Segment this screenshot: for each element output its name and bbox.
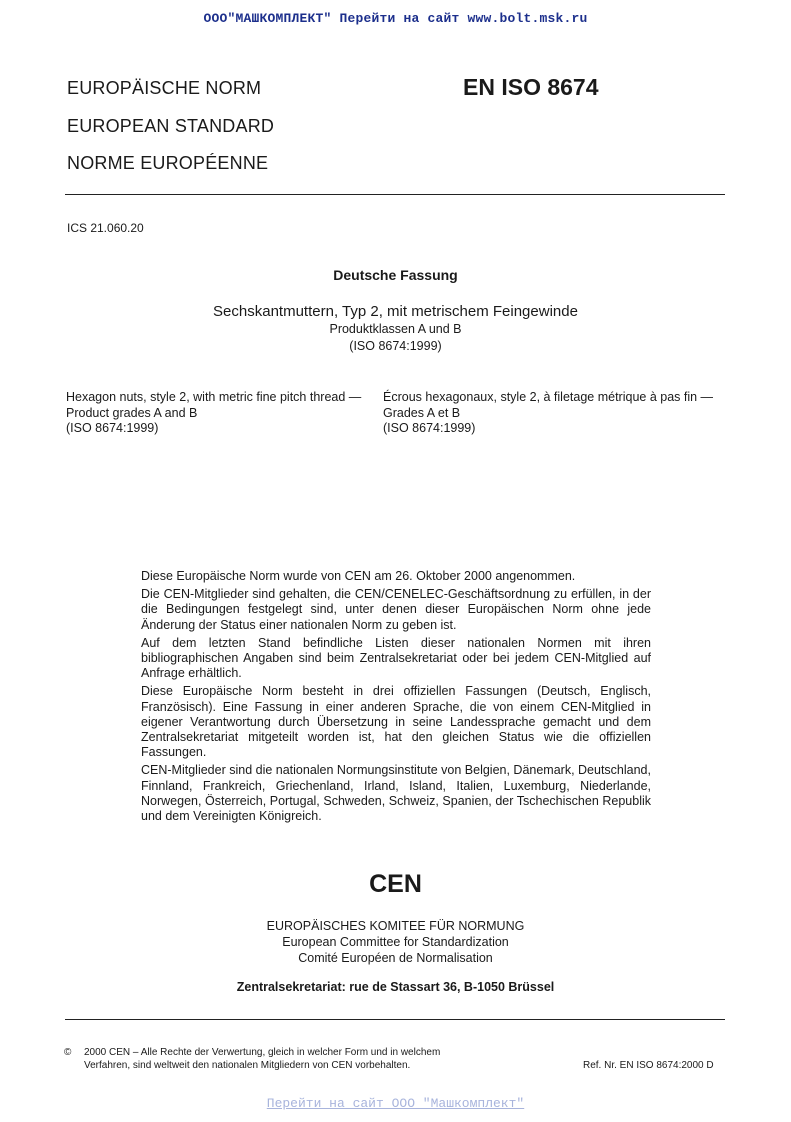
copyright-line: 2000 CEN – Alle Rechte der Verwertung, gleich in welcher Form und in welchem (84, 1047, 441, 1058)
french-iso-reference: (ISO 8674:1999) (383, 421, 476, 435)
site-banner-link[interactable]: ООО"МАШКОМПЛЕКТ" Перейти на сайт www.bolt.msk.ru (203, 11, 588, 26)
norm-title-german: EUROPÄISCHE NORM (67, 78, 262, 98)
cen-logo: CEN (369, 870, 422, 898)
norm-title-french: NORME EUROPÉENNE (67, 153, 269, 173)
adoption-notice (141, 569, 651, 827)
ics-code: ICS 21.060.20 (67, 221, 144, 235)
norm-title-english: EUROPEAN STANDARD (67, 116, 275, 136)
reference-number: Ref. Nr. EN ISO 8674:2000 D (583, 1060, 714, 1071)
adoption-paragraph: Diese Europäische Norm wurde von CEN am 26. Oktober 2000 angenommen. (141, 569, 576, 583)
copyright-icon: © (64, 1047, 72, 1058)
copyright-notice (64, 1046, 440, 1072)
french-title-line: Écrous hexagonaux, style 2, à filetage métrique à pas fin — (383, 390, 714, 404)
cen-name-french: Comité Européen de Normalisation (298, 951, 493, 965)
french-title-block (383, 390, 733, 437)
english-title-block (66, 390, 376, 437)
secretariat-address: Zentralsekretariat: rue de Stassart 36, B-1050 Brüssel (236, 980, 555, 994)
versions-paragraph: Diese Europäische Norm besteht in drei offiziellen Fassungen (Deutsch, Englisch, Französisch). Eine Fassung in einer anderen Sprache, die von einem CEN-Mitglied in eigener Verantwortung durch Übersetzung in seine Landessprache gemacht und dem Zentralsekretariat mitgeteilt worden ist, hat den gleichen Status wie die offiziellen Fassungen. (141, 684, 651, 760)
footer-divider (65, 1019, 725, 1020)
german-iso-reference: (ISO 8674:1999) (349, 339, 442, 353)
standard-number: EN ISO 8674 (463, 74, 599, 100)
members-paragraph: CEN-Mitglieder sind die nationalen Normungsinstitute von Belgien, Dänemark, Deutschland, Finnland, Frankreich, Griechenland, Irland, Island, Italien, Luxemburg, Niederlande, Norwegen, Österreich, Portugal, Schweden, Schweiz, Spanien, der Tschechischen Republik und dem Vereinigten Königreich. (141, 763, 651, 824)
english-grades-line: Product grades A and B (66, 405, 198, 420)
header-divider (65, 194, 725, 195)
lists-paragraph: Auf dem letzten Stand befindliche Listen dieser nationalen Normen mit ihren bibliographischen Angaben sind beim Zentralsekretariat oder bei jedem CEN-Mitglied auf Anfrage erhältlich. (141, 635, 651, 681)
version-heading: Deutsche Fassung (333, 267, 458, 283)
obligation-paragraph: Die CEN-Mitglieder sind gehalten, die CEN/CENELEC-Geschäftsordnung zu erfüllen, in der die Bedingungen festgelegt sind, unter denen dieser Europäischen Norm ohne jede Änderung der Status einer nationalen Norm zu geben ist. (141, 587, 651, 632)
footer-site-link[interactable]: Перейти на сайт ООО "Машкомплект" (266, 1096, 525, 1111)
german-title: Sechskantmuttern, Typ 2, mit metrischem Feingewinde (213, 303, 578, 320)
english-iso-reference: (ISO 8674:1999) (66, 421, 159, 435)
english-title-line: Hexagon nuts, style 2, with metric fine pitch thread — (66, 390, 362, 404)
cen-name-english: European Committee for Standardization (282, 935, 509, 949)
cen-name-german: EUROPÄISCHES KOMITEE FÜR NORMUNG (266, 919, 525, 933)
french-grades-line: Grades A et B (383, 405, 461, 420)
copyright-line: Verfahren, sind weltweit den nationalen Mitgliedern von CEN vorbehalten. (84, 1060, 411, 1071)
german-subtitle: Produktklassen A und B (329, 322, 462, 336)
